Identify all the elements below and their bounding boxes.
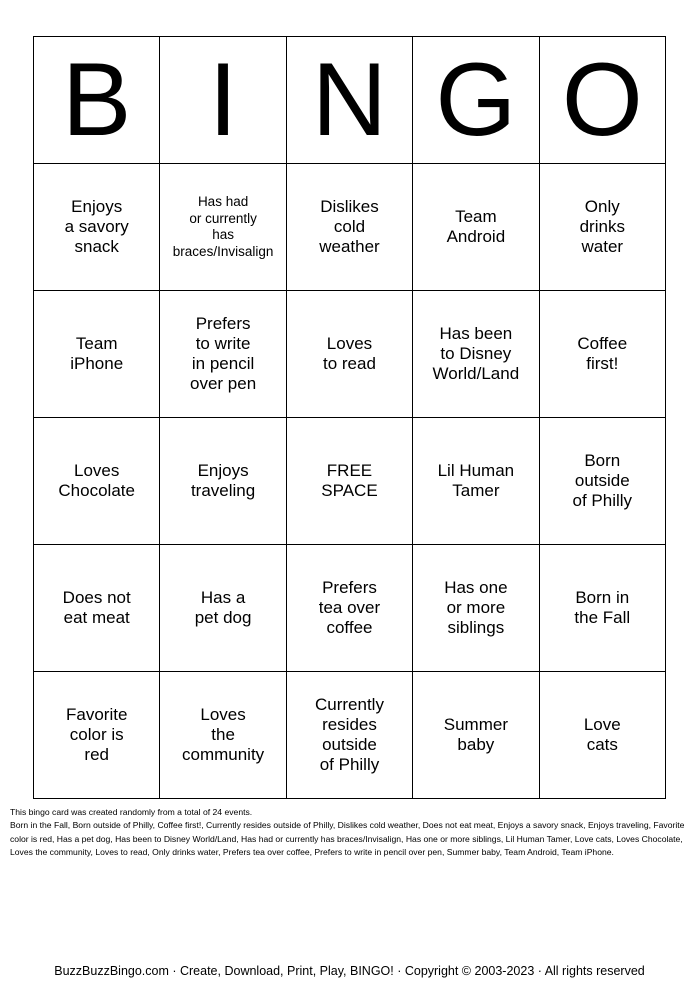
- bingo-header-row: [34, 37, 666, 164]
- bingo-card: [33, 36, 666, 799]
- bingo-cell: [286, 672, 412, 799]
- bingo-row-3: [34, 418, 666, 545]
- bingo-cell: [160, 291, 286, 418]
- free-space-text: FREE SPACE: [321, 461, 378, 500]
- cell-text: Favorite color is red: [65, 705, 128, 764]
- cell-text: Currently resides outside of Philly: [314, 695, 384, 774]
- header-letter-o: O: [539, 37, 665, 164]
- cell-text: Love cats: [583, 715, 621, 754]
- card-event-list: [10, 806, 689, 860]
- cell-text: Has had or currently has braces/Invisalign: [172, 194, 274, 259]
- bingo-cell: [539, 418, 665, 545]
- bingo-cell: [286, 164, 412, 291]
- cell-text: Team Android: [446, 207, 506, 246]
- cell-text: Has been to Disney World/Land: [432, 324, 520, 383]
- bingo-cell: [286, 545, 412, 672]
- bingo-cell: [160, 164, 286, 291]
- cell-text: Dislikes cold weather: [319, 197, 380, 256]
- cell-text: Coffee first!: [577, 334, 628, 373]
- bingo-cell: [413, 545, 539, 672]
- bingo-cell: [34, 418, 160, 545]
- cell-text: Enjoys a savory snack: [64, 197, 129, 256]
- bingo-cell: [34, 545, 160, 672]
- header-letter-n: N: [286, 37, 412, 164]
- bingo-cell: [539, 291, 665, 418]
- bingo-cell: [413, 672, 539, 799]
- cell-text: Born outside of Philly: [572, 451, 633, 510]
- bingo-cell: [413, 291, 539, 418]
- bingo-row-5: [34, 672, 666, 799]
- cell-text: Has a pet dog: [194, 588, 252, 627]
- header-letter-g: G: [413, 37, 539, 164]
- bingo-cell: [413, 164, 539, 291]
- bingo-cell: [539, 545, 665, 672]
- copyright-line: BuzzBuzzBingo.com · Create, Download, Print, Play, BINGO! · Copyright © 2003-2023 · All rights reserved: [54, 964, 645, 978]
- cell-text: Only drinks water: [579, 197, 625, 256]
- free-space-cell: [286, 418, 412, 545]
- header-letter-i: I: [160, 37, 286, 164]
- cell-text: Loves to read: [323, 334, 376, 373]
- bingo-cell: [34, 672, 160, 799]
- cell-text: Does not eat meat: [62, 588, 131, 627]
- cell-text: Prefers to write in pencil over pen: [190, 314, 257, 393]
- bingo-cell: [413, 418, 539, 545]
- cell-text: Loves the community: [181, 705, 265, 764]
- cell-text: Loves Chocolate: [58, 461, 135, 500]
- bingo-cell: [539, 164, 665, 291]
- bingo-cell: [160, 672, 286, 799]
- bingo-row-4: [34, 545, 666, 672]
- bingo-cell: [160, 418, 286, 545]
- bingo-cell: [286, 291, 412, 418]
- bingo-cell: [34, 164, 160, 291]
- bingo-cell: [160, 545, 286, 672]
- cell-text: Prefers tea over coffee: [318, 578, 381, 637]
- cell-text: Team iPhone: [70, 334, 124, 373]
- cell-text: Enjoys traveling: [190, 461, 256, 500]
- event-list-text: Born in the Fall, Born outside of Philly, Coffee first!, Currently resides outside of Philly, Dislikes cold weather, Does not eat meat, Enjoys a savory snack, Enjoys traveling, Favorite color is red, Has a pet dog, Has been to Disney World/Land, Has had or currently has braces/Invisalign, Has one or more siblings, Lil Human Tamer, Love cats, Loves Chocolate, Loves the community, Loves to read, Only drinks water, Prefers tea over coffee, Prefers to write in pencil over pen, Summer baby, Team Android, Team iPhone.: [10, 820, 685, 858]
- cell-text: Has one or more siblings: [444, 578, 508, 637]
- bingo-cell: [34, 291, 160, 418]
- header-letter-b: B: [34, 37, 160, 164]
- bingo-row-2: [34, 291, 666, 418]
- cell-text: Summer baby: [443, 715, 508, 754]
- cell-text: Born in the Fall: [574, 588, 631, 627]
- bingo-cell: [539, 672, 665, 799]
- cell-text: Lil Human Tamer: [437, 461, 515, 500]
- bingo-row-1: [34, 164, 666, 291]
- event-count-note: This bingo card was created randomly from a total of 24 events.: [10, 807, 253, 817]
